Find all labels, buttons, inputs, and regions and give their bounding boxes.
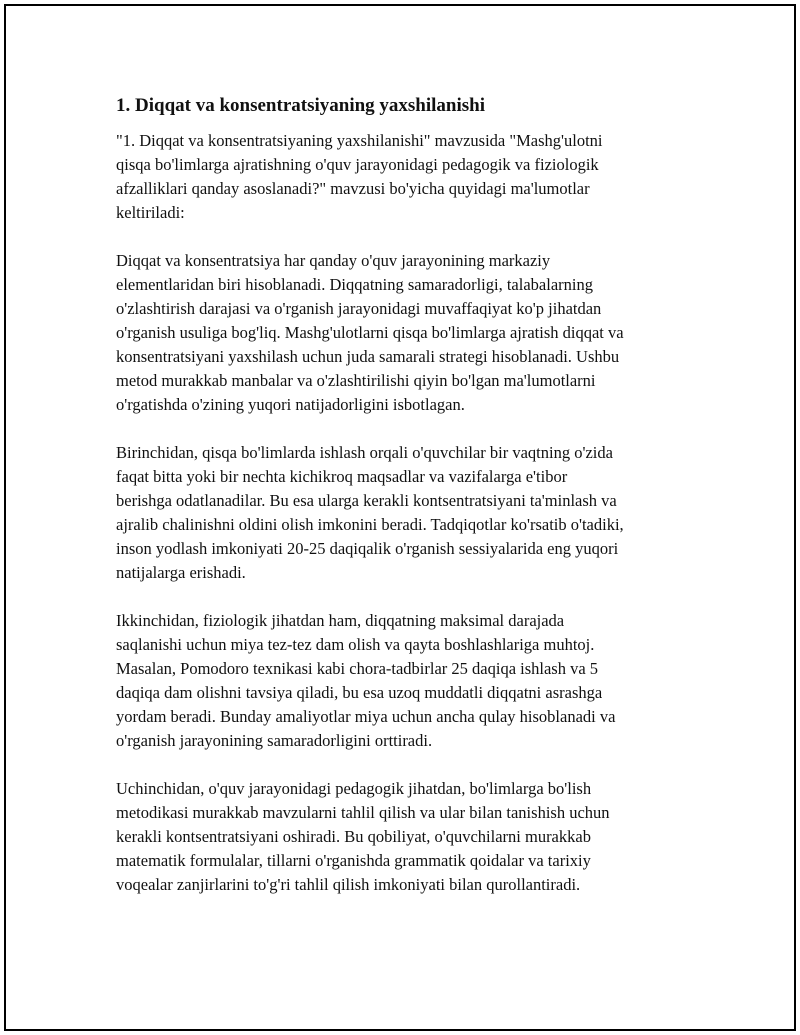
paragraph-first-point [116, 441, 691, 585]
paragraph-line: o'zlashtirish darajasi va o'rganish jarayonidagi muvaffaqiyat ko'p jihatdan [116, 299, 602, 318]
paragraph-line: ajralib chalinishni oldini olish imkonini beradi. Tadqiqotlar ko'rsatib o'tadiki, [116, 515, 624, 534]
paragraph-line: o'rganish jarayonining samaradorligini orttiradi. [116, 731, 433, 750]
paragraph-line: Ikkinchidan, fiziologik jihatdan ham, diqqatning maksimal darajada [116, 611, 565, 630]
paragraph-line: faqat bitta yoki bir nechta kichikroq maqsadlar va vazifalarga e'tibor [116, 467, 568, 486]
paragraph-line: yordam beradi. Bunday amaliyotlar miya uchun ancha qulay hisoblanadi va [116, 707, 616, 726]
document-body [116, 93, 691, 921]
paragraph-overview [116, 249, 691, 417]
paragraph-line: matematik formulalar, tillarni o'rganishda grammatik qoidalar va tarixiy [116, 851, 591, 870]
paragraph-line: kerakli kontsentratsiyani oshiradi. Bu qobiliyat, o'quvchilarni murakkab [116, 827, 591, 846]
paragraph-intro [116, 129, 691, 225]
paragraph-line: Masalan, Pomodoro texnikasi kabi chora-tadbirlar 25 daqiqa ishlash va 5 [116, 659, 599, 678]
paragraph-line: keltiriladi: [116, 203, 185, 222]
paragraph-line: afzalliklari qanday asoslanadi?" mavzusi bo'yicha quyidagi ma'lumotlar [116, 179, 590, 198]
paragraph-line: qisqa bo'limlarga ajratishning o'quv jarayonidagi pedagogik va fiziologik [116, 155, 599, 174]
document-title: 1. Diqqat va konsentratsiyaning yaxshilanishi [116, 95, 486, 116]
paragraph-line: metodikasi murakkab mavzularni tahlil qilish va ular bilan tanishish uchun [116, 803, 610, 822]
paragraph-line: o'rgatishda o'zining yuqori natijadorligini isbotlagan. [116, 395, 465, 414]
paragraph-line: elementlaridan biri hisoblanadi. Diqqatning samaradorligi, talabalarning [116, 275, 593, 294]
paragraph-line: Birinchidan, qisqa bo'limlarda ishlash orqali o'quvchilar bir vaqtning o'zida [116, 443, 613, 462]
paragraph-line: voqealar zanjirlarini to'g'ri tahlil qilish imkoniyati bilan qurollantiradi. [116, 875, 581, 894]
paragraph-line: berishga odatlanadilar. Bu esa ularga kerakli kontsentratsiyani ta'minlash va [116, 491, 617, 510]
paragraph-line: Diqqat va konsentratsiya har qanday o'quv jarayonining markaziy [116, 251, 551, 270]
paragraph-line: "1. Diqqat va konsentratsiyaning yaxshilanishi" mavzusida "Mashg'ulotni [116, 131, 603, 150]
paragraph-line: daqiqa dam olishni tavsiya qiladi, bu esa uzoq muddatli diqqatni asrashga [116, 683, 603, 702]
paragraph-line: o'rganish usuliga bog'liq. Mashg'ulotlarni qisqa bo'limlarga ajratish diqqat va [116, 323, 624, 342]
paragraph-line: metod murakkab manbalar va o'zlashtirilishi qiyin bo'lgan ma'lumotlarni [116, 371, 596, 390]
paragraph-line: saqlanishi uchun miya tez-tez dam olish va qayta boshlashlariga muhtoj. [116, 635, 595, 654]
paragraph-line: konsentratsiyani yaxshilash uchun juda samarali strategi hisoblanadi. Ushbu [116, 347, 620, 366]
paragraph-second-point [116, 609, 691, 753]
paragraph-line: natijalarga erishadi. [116, 563, 246, 582]
paragraph-third-point [116, 777, 691, 897]
paragraph-line: Uchinchidan, o'quv jarayonidagi pedagogik jihatdan, bo'limlarga bo'lish [116, 779, 592, 798]
paragraph-line: inson yodlash imkoniyati 20-25 daqiqalik o'rganish sessiyalarida eng yuqori [116, 539, 619, 558]
